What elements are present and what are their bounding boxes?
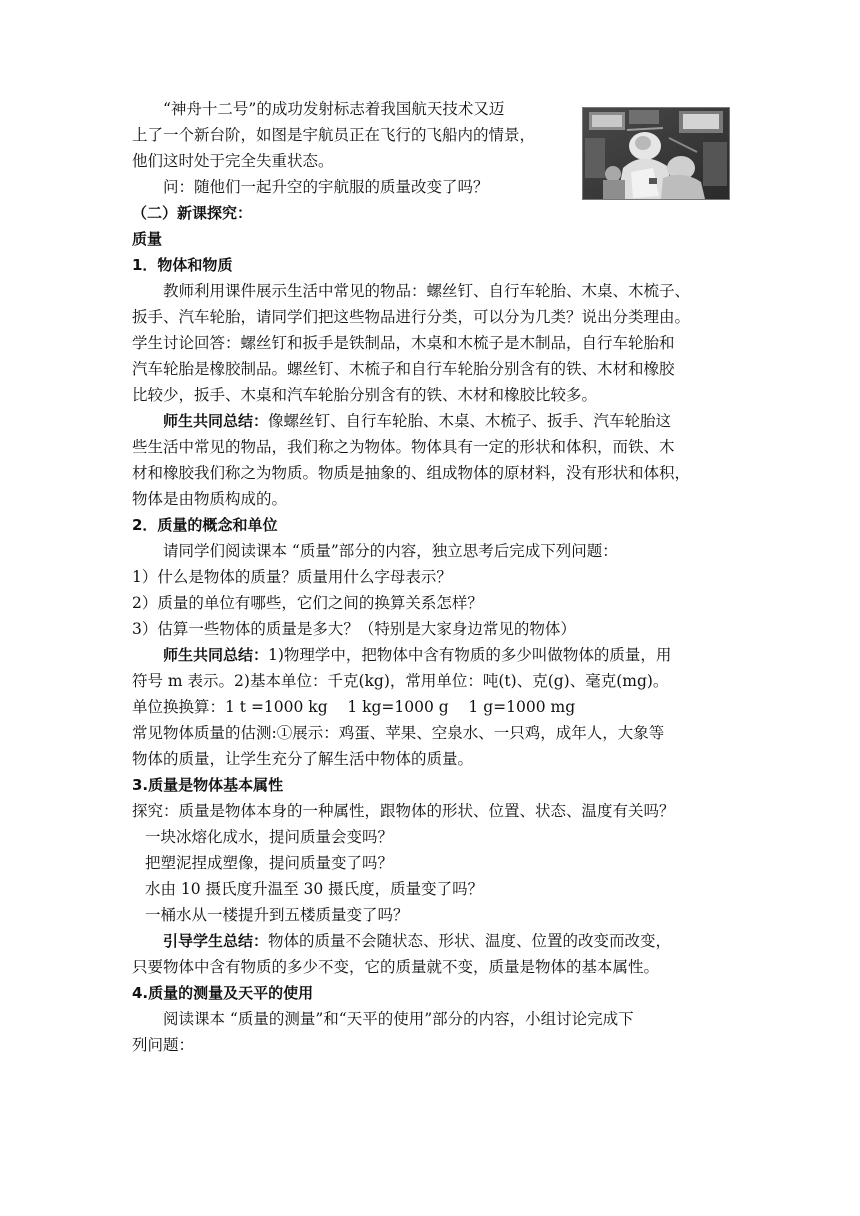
s1-paragraph-line: 教师利用课件展示生活中常见的物品：螺丝钉、自行车轮胎、木桌、木梳子、 [163,282,691,300]
s2-intro: 请同学们阅读课本 “质量”部分的内容，独立思考后完成下列问题： [163,542,618,560]
s4-line-2: 列问题： [132,1036,195,1054]
s3-summary-text: 物体的质量不会随状态、形状、温度、位置的改变而改变， [268,932,672,950]
s3-item: 水由 10 摄氏度升温至 30 摄氏度，质量变了吗？ [145,880,484,898]
section-heading: （二）新课探究： [132,204,253,222]
s4-title: 4.质量的测量及天平的使用 [132,984,314,1002]
s1-paragraph-line: 扳手、汽车轮胎，请同学们把这些物品进行分类，可以分为几类？说出分类理由。 [132,308,691,326]
s3-summary-line [132,928,732,954]
s1-title: 1．物体和物质 [132,256,233,274]
s3-explore: 探究：质量是物体本身的一种属性，跟物体的形状、位置、状态、温度有关吗？ [132,802,675,820]
topic-heading: 质量 [132,230,163,248]
s1-paragraph-line: 学生讨论回答：螺丝钉和扳手是铁制品，木桌和木梳子是木制品，自行车轮胎和 [132,334,675,352]
s4-line-1: 阅读课本 “质量的测量”和“天平的使用”部分的内容，小组讨论完成下 [163,1010,634,1028]
s1-summary-line: 材和橡胶我们称之为物质。物质是抽象的、组成物体的原材料，没有形状和体积， [132,464,691,482]
s3-item: 一桶水从一楼提升到五楼质量变了吗？ [145,906,409,924]
s2-estimate-line-1: 常见物体质量的估测:①展示：鸡蛋、苹果、空泉水、一只鸡，成年人，大象等 [132,724,665,742]
s3-item: 一块冰熔化成水，提问质量会变吗？ [145,828,394,846]
s1-summary-line: 些生活中常见的物品，我们称之为物体。物体具有一定的形状和体积，而铁、木 [132,438,675,456]
s3-summary-label: 引导学生总结： [163,932,269,950]
intro-question: 问：随他们一起升空的宇航服的质量改变了吗？ [163,178,489,196]
s2-summary-line [132,642,732,668]
s1-paragraph-line: 汽车轮胎是橡胶制品。螺丝钉、木梳子和自行车轮胎分别含有的铁、木材和橡胶 [132,360,675,378]
s3-summary-line-2: 只要物体中含有物质的多少不变，它的质量就不变，质量是物体的基本属性。 [132,958,660,976]
s2-question-2: 2）质量的单位有哪些，它们之间的换算关系怎样？ [132,594,483,612]
s2-summary-label: 师生共同总结： [163,646,269,664]
s2-summary-line-2: 符号 m 表示。2)基本单位：千克(kg)，常用单位：吨(t)、克(g)、毫克(mg)。 [132,672,669,690]
s3-title: 3.质量是物体基本属性 [132,776,284,794]
s2-question-3: 3）估算一些物体的质量是多大？（特别是大家身边常见的物体） [132,620,576,638]
s1-summary-label: 师生共同总结： [163,412,269,430]
s1-paragraph-line: 比较少，扳手、木桌和汽车轮胎分别含有的铁、木材和橡胶比较多。 [132,386,598,404]
s2-title: 2．质量的概念和单位 [132,516,278,534]
intro-line-2: 上了一个新台阶，如图是宇航员正在飞行的飞船内的情景， [132,126,536,144]
document-body [132,96,732,1058]
s1-summary-line [132,408,732,434]
s1-summary-text: 像螺丝钉、自行车轮胎、木桌、木梳子、扳手、汽车轮胎这 [268,412,672,430]
s2-question-1: 1）什么是物体的质量？质量用什么字母表示？ [132,568,452,586]
s3-item: 把塑泥捏成塑像，提问质量变了吗？ [145,854,394,872]
intro-line-1: “神舟十二号”的成功发射标志着我国航天技术又迈 [163,100,505,118]
s2-summary-text: 1)物理学中，把物体中含有物质的多少叫做物体的质量，用 [268,646,672,664]
intro-line-3: 他们这时处于完全失重状态。 [132,152,334,170]
s2-estimate-line-2: 物体的质量，让学生充分了解生活中物体的质量。 [132,750,474,768]
s2-conversion: 单位换换算：1 t =1000 kg 1 kg=1000 g 1 g=1000 mg [132,698,576,716]
s1-summary-line: 物体是由物质构成的。 [132,490,288,508]
